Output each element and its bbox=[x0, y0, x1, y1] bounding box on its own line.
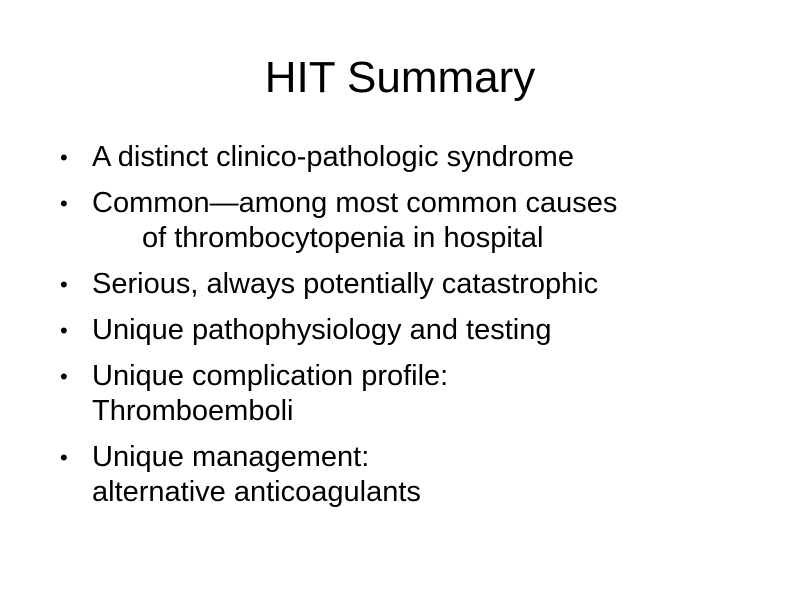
bullet-line: Unique pathophysiology and testing bbox=[92, 314, 552, 346]
bullet-item bbox=[60, 186, 760, 256]
bullet-list bbox=[60, 140, 760, 521]
bullet-icon: • bbox=[60, 364, 68, 389]
bullet-line: alternative anticoagulants bbox=[92, 476, 421, 508]
bullet-line: A distinct clinico-pathologic syndrome bbox=[92, 141, 574, 173]
bullet-line: Thromboemboli bbox=[92, 395, 294, 427]
bullet-item bbox=[60, 440, 760, 510]
bullet-icon: • bbox=[60, 145, 68, 170]
bullet-line: Unique complication profile: bbox=[92, 360, 449, 392]
bullet-icon: • bbox=[60, 272, 68, 297]
bullet-item bbox=[60, 313, 760, 348]
bullet-icon: • bbox=[60, 318, 68, 343]
bullet-text bbox=[92, 313, 760, 348]
bullet-text bbox=[92, 186, 760, 256]
bullet-text bbox=[92, 359, 760, 429]
bullet-line: Unique management: bbox=[92, 441, 370, 473]
bullet-item bbox=[60, 140, 760, 175]
bullet-item bbox=[60, 359, 760, 429]
slide-title: HIT Summary bbox=[264, 53, 536, 102]
bullet-line: Common—among most common causes bbox=[92, 187, 618, 219]
bullet-item bbox=[60, 267, 760, 302]
bullet-icon: • bbox=[60, 191, 68, 216]
bullet-text bbox=[92, 267, 760, 302]
bullet-line: of thrombocytopenia in hospital bbox=[142, 222, 544, 254]
bullet-text bbox=[92, 140, 760, 175]
bullet-line: Serious, always potentially catastrophic bbox=[92, 268, 599, 300]
bullet-icon: • bbox=[60, 445, 68, 470]
bullet-text bbox=[92, 440, 760, 510]
